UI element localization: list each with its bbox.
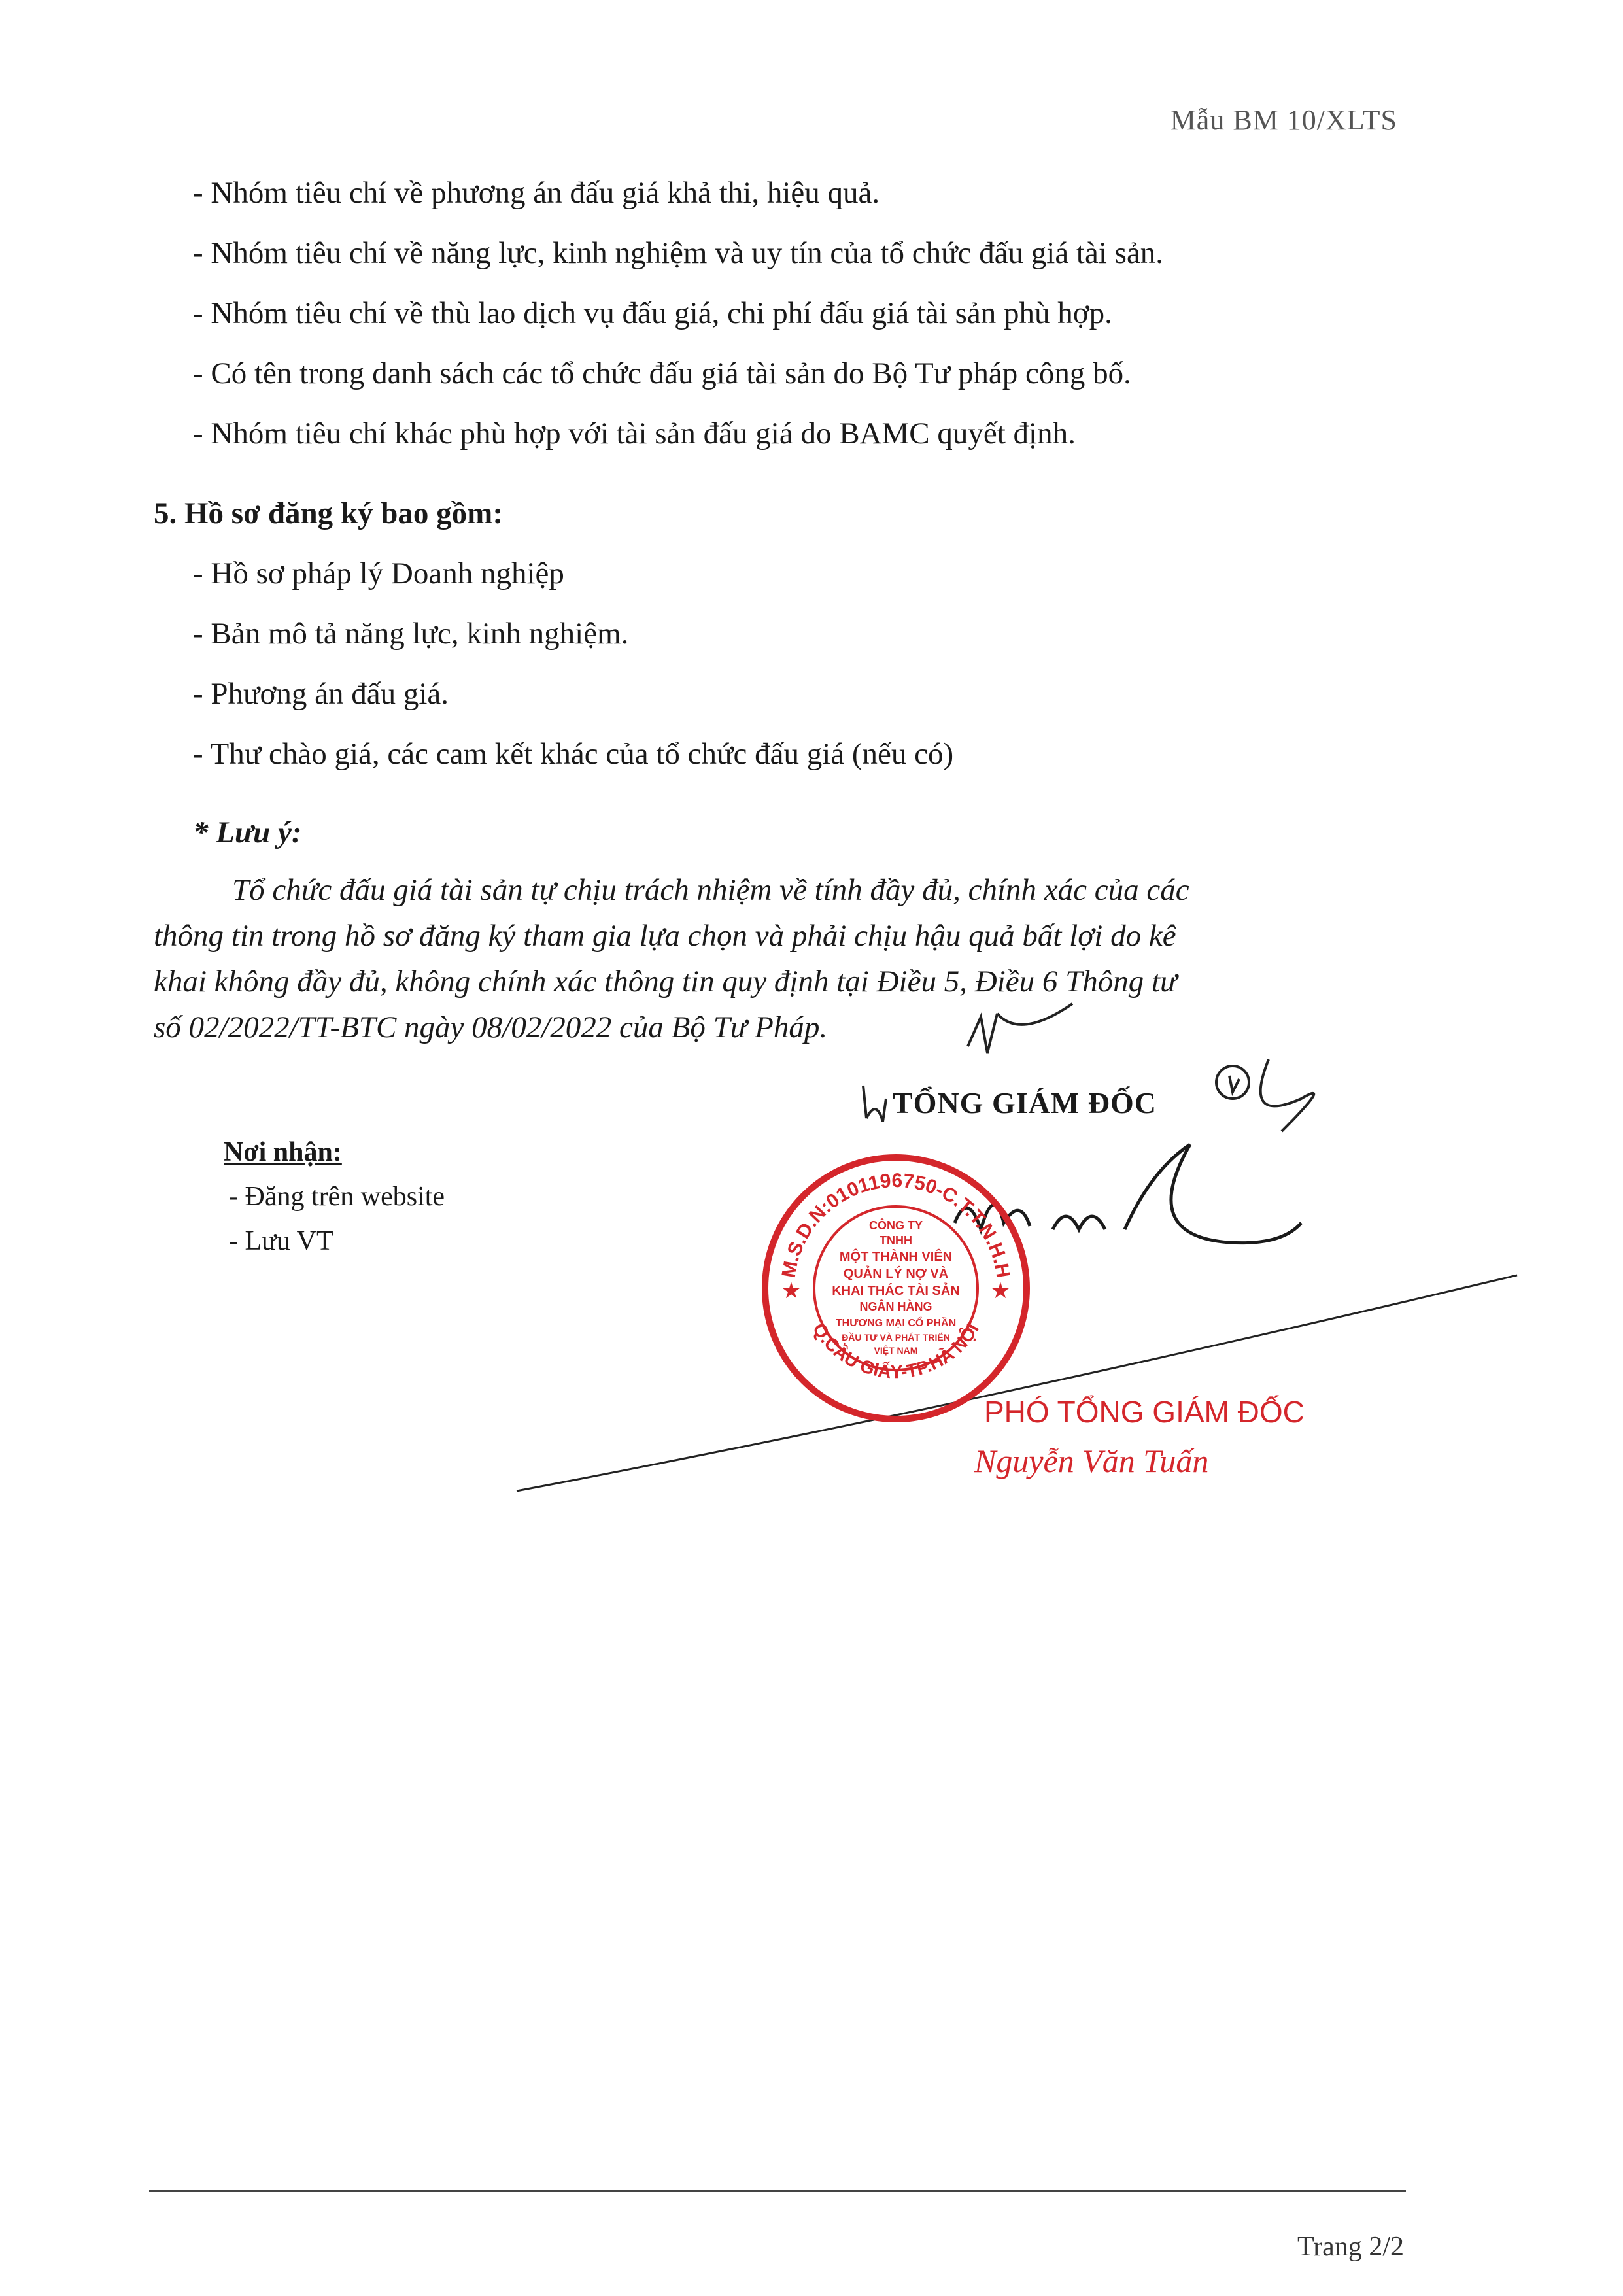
stamp-inner-line: THƯƠNG MẠI CỔ PHẦN — [835, 1318, 957, 1329]
criteria-item: - Có tên trong danh sách các tổ chức đấu giá tài sản do Bộ Tư pháp công bố. — [193, 356, 1131, 390]
note-line: khai không đầy đủ, không chính xác thông tin quy định tại Điều 5, Điều 6 Thông tư — [154, 965, 1177, 999]
note-title: * Lưu ý: — [193, 815, 302, 849]
recipient-item: - Đăng trên website — [229, 1182, 445, 1212]
signer-name: Nguyễn Văn Tuấn — [974, 1443, 1209, 1479]
initial-mark — [961, 1001, 1079, 1072]
stamp-star: ★ — [990, 1278, 1011, 1303]
footer-divider — [149, 2190, 1406, 2192]
stamp-bottom-text: Q.CẦU GIẤY-TP.HÀ NỘI — [808, 1319, 983, 1382]
director-title: TỔNG GIÁM ĐỐC — [893, 1086, 1157, 1120]
section-5-title: 5. Hồ sơ đăng ký bao gồm: — [154, 496, 503, 530]
stamp-inner-line: VIỆT NAM — [874, 1345, 918, 1356]
document-item: - Thư chào giá, các cam kết khác của tổ chức đấu giá (nếu có) — [193, 737, 954, 771]
document-item: - Hồ sơ pháp lý Doanh nghiệp — [193, 557, 564, 591]
criteria-item: - Nhóm tiêu chí về năng lực, kinh nghiệm và uy tín của tổ chức đấu giá tài sản. — [193, 236, 1164, 270]
note-line: Tổ chức đấu giá tài sản tự chịu trách nhiệm về tính đầy đủ, chính xác của các — [232, 873, 1189, 907]
recipient-item: - Lưu VT — [229, 1226, 333, 1256]
criteria-item: - Nhóm tiêu chí khác phù hợp với tài sản đấu giá do BAMC quyết định. — [193, 417, 1076, 451]
form-code: Mẫu BM 10/XLTS — [1170, 104, 1397, 136]
initial-mark — [1203, 1046, 1334, 1144]
document-item: - Bản mô tả năng lực, kinh nghiệm. — [193, 617, 629, 651]
stamp-inner-line: QUẢN LÝ NỢ VÀ — [843, 1267, 949, 1281]
stamp-inner-line: CÔNG TY — [868, 1219, 923, 1232]
note-line: số 02/2022/TT-BTC ngày 08/02/2022 của Bộ Tư Pháp. — [154, 1010, 828, 1044]
company-stamp — [759, 1151, 1033, 1426]
stamp-inner-line: NGÂN HÀNG — [859, 1300, 932, 1313]
stamp-outer-text: M.S.D.N:0101196750-C.T.T.N.H.H — [777, 1169, 1014, 1280]
document-item: - Phương án đấu giá. — [193, 677, 449, 711]
stamp-star: ★ — [781, 1278, 802, 1303]
recipients-title: Nơi nhận: — [224, 1137, 342, 1167]
criteria-item: - Nhóm tiêu chí về phương án đấu giá khả thi, hiệu quả. — [193, 176, 880, 210]
page-number: Trang 2/2 — [1297, 2232, 1404, 2262]
note-line: thông tin trong hồ sơ đăng ký tham gia lựa chọn và phải chịu hậu quả bất lợi do kê — [154, 919, 1176, 953]
stamp-inner-line: MỘT THÀNH VIÊN — [839, 1250, 953, 1264]
stamp-inner-line: KHAI THÁC TÀI SẢN — [832, 1284, 960, 1298]
criteria-item: - Nhóm tiêu chí về thù lao dịch vụ đấu giá, chi phí đấu giá tài sản phù hợp. — [193, 296, 1112, 330]
stamp-inner-line: TNHH — [880, 1234, 912, 1247]
deputy-title: PHÓ TỔNG GIÁM ĐỐC — [984, 1395, 1305, 1429]
initial-mark — [850, 1072, 896, 1131]
stamp-inner-line: ĐẦU TƯ VÀ PHÁT TRIỂN — [842, 1332, 950, 1343]
